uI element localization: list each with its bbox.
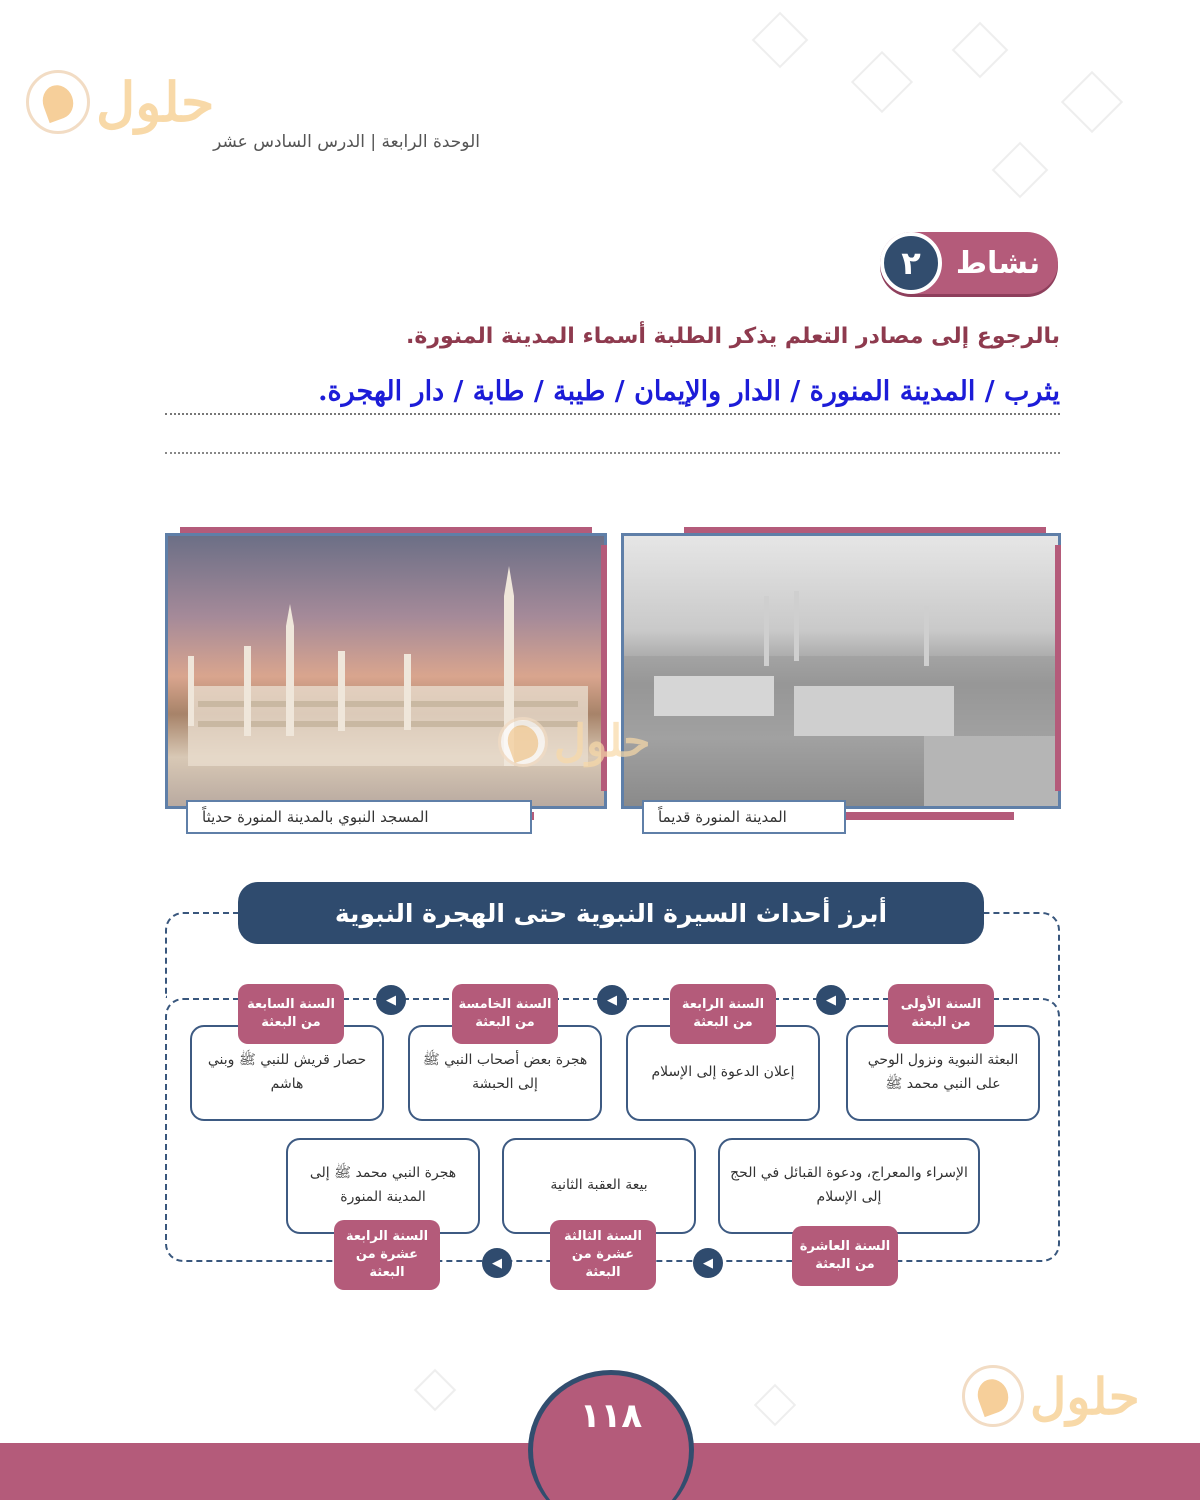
decor-square [952,22,1009,79]
decor-square [754,1384,796,1426]
event-box: الإسراء والمعراج، ودعوة القبائل في الحج إلى الإسلام [718,1138,980,1234]
logo-word: حلول [1030,1366,1140,1426]
old-city-illustration [624,536,1061,809]
logo-word: حلول [554,716,651,767]
watermark-logo [498,716,650,767]
decor-square [992,142,1049,199]
caption-modern: المسجد النبوي بالمدينة المنورة حديثاً [186,800,532,834]
year-badge: السنة الخامسة من البعثة [452,984,558,1044]
handwritten-answer: يثرب / المدينة المنورة / الدار والإيمان / طيبة / طابة / دار الهجرة. [165,376,1060,415]
arrow-left-icon: ◀ [816,985,846,1015]
year-badge: السنة الثالثة عشرة من البعثة [550,1220,656,1290]
year-badge: السنة السابعة من البعثة [238,984,344,1044]
decor-square [1061,71,1123,133]
activity-label: نشاط [955,245,1041,281]
event-box: البعثة النبوية ونزول الوحي على النبي محمد ﷺ [846,1025,1040,1121]
decor-square [414,1369,456,1411]
photo-frame-side [1055,545,1061,791]
year-badge: السنة الرابعة من البعثة [670,984,776,1044]
page-number: ١١٨ [579,1396,643,1436]
activity-number: ٢ [880,232,942,294]
logo-icon [26,70,90,134]
arrow-left-icon: ◀ [482,1248,512,1278]
caption-accent-bar [842,812,1014,820]
year-badge: السنة الرابعة عشرة من البعثة [334,1220,440,1290]
year-badge: السنة الأولى من البعثة [888,984,994,1044]
event-box: إعلان الدعوة إلى الإسلام [626,1025,820,1121]
arrow-left-icon: ◀ [693,1248,723,1278]
photo-modern-mosque [165,533,607,809]
event-box: بيعة العقبة الثانية [502,1138,696,1234]
logo [962,1365,1140,1427]
activity-instruction: بالرجوع إلى مصادر التعلم يذكر الطلبة أسماء المدينة المنورة. [405,324,1060,349]
logo-icon [962,1365,1024,1427]
activity-badge [880,232,1058,294]
answer-blank-line [165,452,1060,454]
logo-icon [498,717,548,767]
arrow-left-icon: ◀ [597,985,627,1015]
unit-lesson-header: الوحدة الرابعة | الدرس السادس عشر [213,132,480,152]
decor-square [752,12,809,69]
mosque-illustration [168,536,607,809]
event-box: هجرة النبي محمد ﷺ إلى المدينة المنورة [286,1138,480,1234]
timeline-title: أبرز أحداث السيرة النبوية حتى الهجرة النبوية [238,882,984,944]
logo-word: حلول [96,70,215,134]
photo-old-medina [621,533,1061,809]
logo [26,70,214,134]
arrow-left-icon: ◀ [376,985,406,1015]
event-box: هجرة بعض أصحاب النبي ﷺ إلى الحبشة [408,1025,602,1121]
decor-square [851,51,913,113]
caption-old: المدينة المنورة قديماً [642,800,846,834]
year-badge: السنة العاشرة من البعثة [792,1226,898,1286]
event-box: حصار قريش للنبي ﷺ وبني هاشم [190,1025,384,1121]
